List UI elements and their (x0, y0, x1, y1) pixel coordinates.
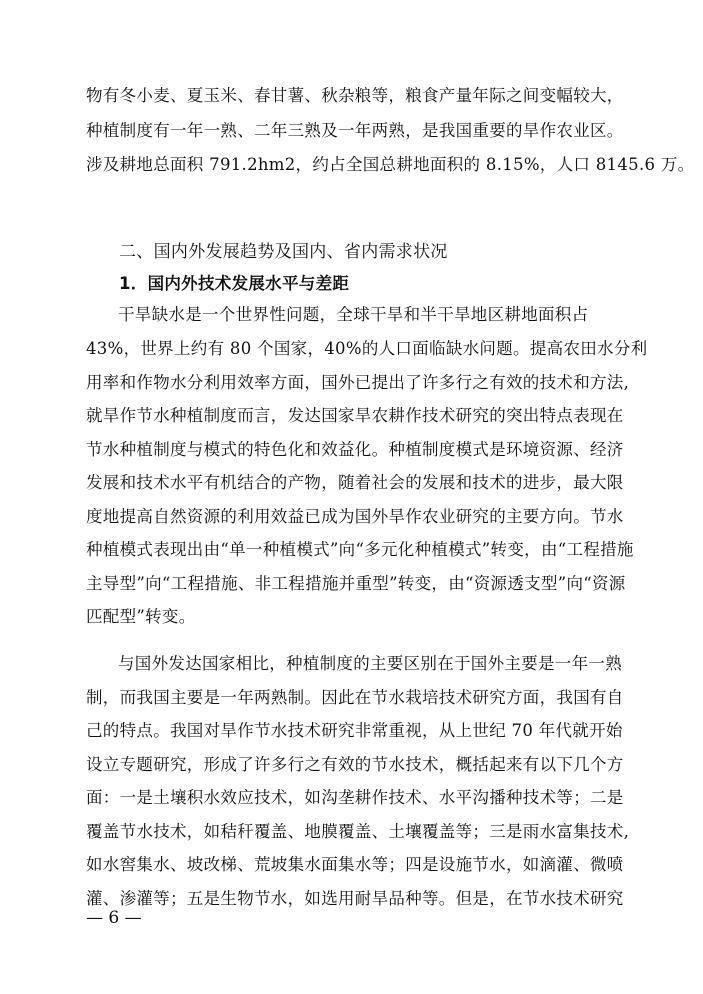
paragraph1-line-9: 主导型”向“工程措施、非工程措施并重型”转变，由“资源透支型”向“资源 (86, 574, 626, 593)
paragraph2-line-7: 如水窖集水、坡改梯、荒坡集水面集水等；四是设施节水，如滴灌、微喷 (86, 855, 624, 874)
subsection-heading: 1．国内外技术发展水平与差距 (119, 274, 350, 293)
paragraph1-line-7: 度地提高自然资源的利用效益已成为国外旱作农业研究的主要方向。节水 (86, 507, 624, 526)
paragraph1-line-2: 43%，世界上约有 80 个国家，40%的人口面临缺水问题。提高农田水分利 (86, 339, 648, 358)
paragraph2-line-3: 己的特点。我国对旱作节水技术研究非常重视，从上世纪 70 年代就开始 (86, 721, 623, 740)
paragraph2-line-5: 面：一是土壤积水效应技术，如沟垄耕作技术、水平沟播种技术等；二是 (86, 788, 624, 807)
paragraph2-line-2: 制，而我国主要是一年两熟制。因此在节水栽培技术研究方面，我国有自 (86, 688, 624, 707)
paragraph1-line-1: 干旱缺水是一个世界性问题，全球干旱和半干旱地区耕地面积占 (118, 305, 589, 324)
paragraph1-line-5: 节水种植制度与模式的特色化和效益化。种植制度模式是环境资源、经济 (86, 440, 624, 459)
intro-line-1: 物有冬小麦、夏玉米、春甘薯、秋杂粮等，粮食产量年际之间变幅较大， (86, 86, 624, 105)
paragraph2-line-8: 灌、渗灌等；五是生物节水，如选用耐旱品种等。但是，在节水技术研究 (86, 889, 624, 908)
intro-line-2: 种植制度有一年一熟、二年三熟及一年两熟，是我国重要的旱作农业区。 (86, 121, 624, 140)
paragraph1-line-6: 发展和技术水平有机结合的产物，随着社会的发展和技术的进步，最大限 (86, 473, 624, 492)
paragraph1-line-3: 用率和作物水分利用效率方面，国外已提出了许多行之有效的技术和方法, (86, 373, 630, 392)
intro-line-3: 涉及耕地总面积 791.2hm2，约占全国总耕地面积的 8.15%，人口 8145.6 万。 (86, 155, 695, 174)
paragraph2-line-6: 覆盖节水技术，如秸秆覆盖、地膜覆盖、土壤覆盖等；三是雨水富集技术, (86, 822, 630, 841)
page-number: — 6 — (86, 908, 142, 928)
paragraph1-line-4: 就旱作节水种植制度而言，发达国家旱农耕作技术研究的突出特点表现在 (86, 406, 624, 425)
paragraph1-line-10: 匹配型”转变。 (86, 607, 196, 626)
paragraph2-line-1: 与国外发达国家相比，种植制度的主要区别在于国外主要是一年一熟 (118, 654, 622, 673)
section-heading: 二、国内外发展趋势及国内、省内需求状况 (119, 242, 448, 262)
paragraph2-line-4: 设立专题研究，形成了许多行之有效的节水技术，概括起来有以下几个方 (86, 755, 624, 774)
paragraph1-line-8: 种植模式表现出由“单一种植模式”向“多元化种植模式”转变，由“工程措施 (86, 540, 634, 559)
